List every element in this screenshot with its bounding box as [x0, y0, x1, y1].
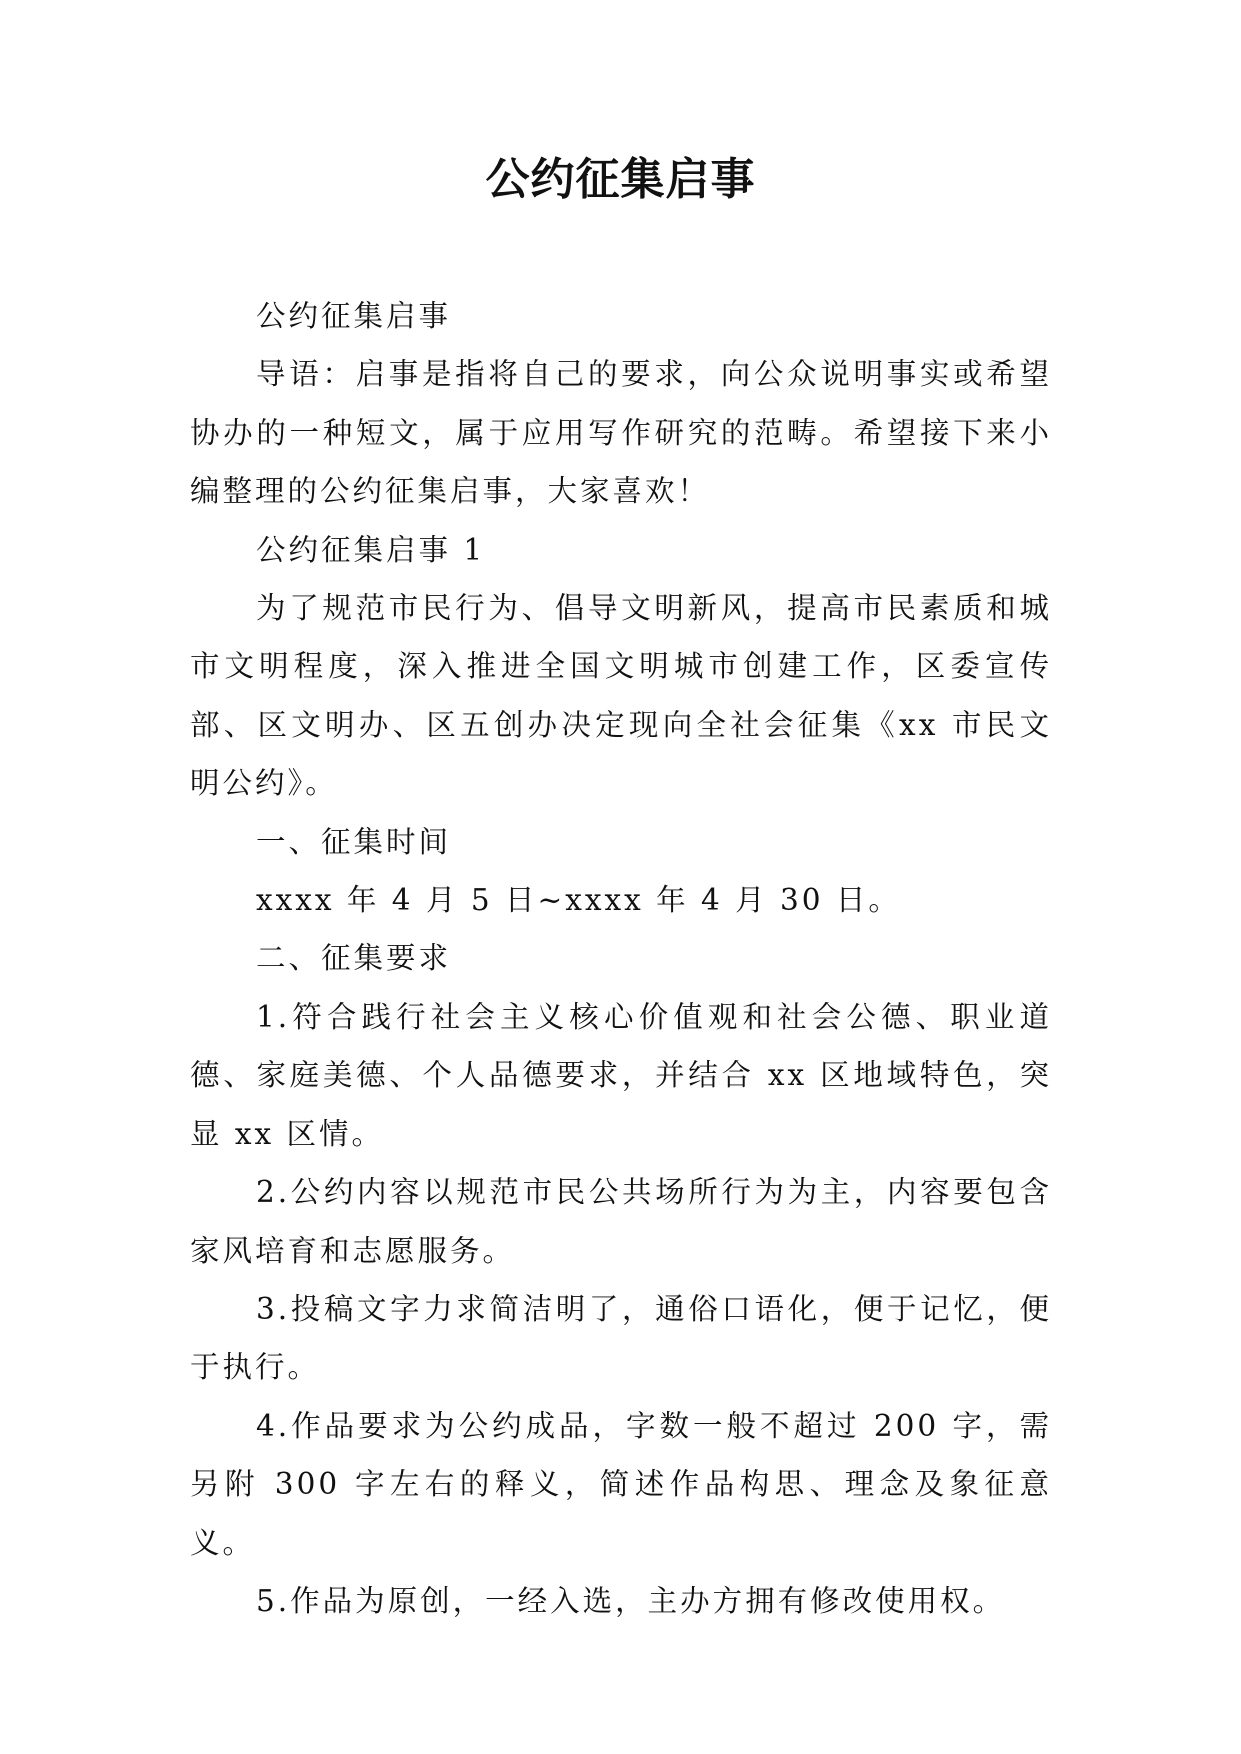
paragraph-requirement-5: 5.作品为原创，一经入选，主办方拥有修改使用权。: [256, 1583, 1006, 1618]
paragraph-intro: 导语：启事是指将自己的要求，向公众说明事实或希望协办的一种短文，属于应用写作研究的范畴。希望接下来小编整理的公约征集启事，大家喜欢！: [190, 357, 1052, 509]
paragraph-heading-requirements: 二、征集要求: [256, 941, 452, 976]
paragraph-requirement-3: 3.投稿文字力求简洁明了，通俗口语化，便于记忆，便于执行。: [190, 1291, 1052, 1385]
paragraph-purpose: 为了规范市民行为、倡导文明新风，提高市民素质和城市文明程度，深入推进全国文明城市创建工作，区委宣传部、区文明办、区五创办决定现向全社会征集《xx 市民文明公约》。: [190, 591, 1052, 801]
paragraph-heading: 公约征集启事: [256, 299, 452, 333]
document-body: [190, 287, 1052, 1630]
paragraph-requirement-1: 1.符合践行社会主义核心价值观和社会公德、职业道德、家庭美德、个人品德要求，并结合 xx 区地域特色，突显 xx 区情。: [190, 999, 1052, 1151]
paragraph-requirement-2: 2.公约内容以规范市民公共场所行为为主，内容要包含家风培育和志愿服务。: [190, 1175, 1052, 1268]
paragraph-time-range: xxxx 年 4 月 5 日~xxxx 年 4 月 30 日。: [256, 883, 901, 918]
document-title: 公约征集启事: [485, 154, 756, 205]
paragraph-heading-time: 一、征集时间: [256, 824, 452, 859]
paragraph-section-title: 公约征集启事 1: [256, 532, 486, 567]
paragraph-requirement-4: 4.作品要求为公约成品，字数一般不超过 200 字，需另附 300 字左右的释义，简述作品构思、理念及象征意义。: [190, 1408, 1052, 1560]
